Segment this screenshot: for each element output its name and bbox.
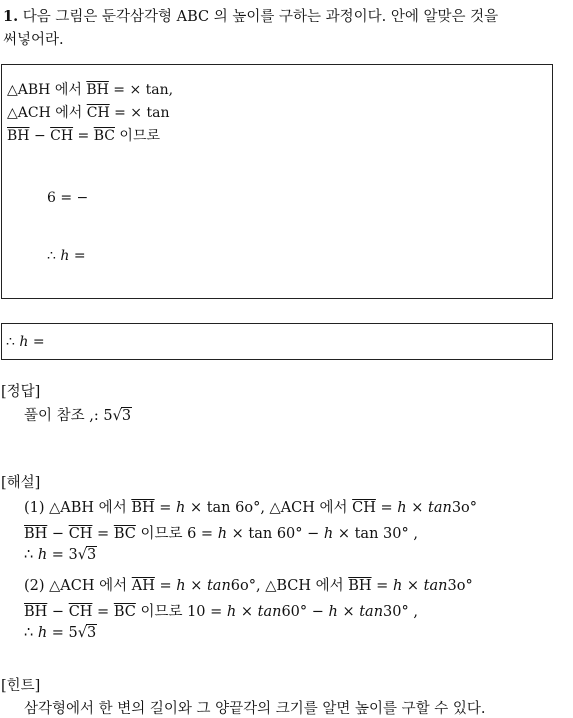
sqrt-symbol: √3 bbox=[77, 625, 97, 641]
segment-ch: $\overline{CH}$ bbox=[86, 105, 110, 121]
explanation-line-3: ∴ h = 3√3 bbox=[24, 547, 97, 563]
question-line-1 bbox=[3, 6, 498, 28]
box1-line-equation: 6 = − bbox=[47, 190, 89, 206]
hint-header: [힌트] bbox=[1, 678, 41, 694]
explanation-line-6: ∴ h = 5√3 bbox=[24, 625, 97, 641]
sqrt-symbol: √3 bbox=[77, 547, 97, 563]
answer-header: [정답] bbox=[1, 384, 41, 400]
answer-box bbox=[1, 323, 553, 360]
answer-text: 풀이 참조 ,: 5√3 bbox=[24, 408, 132, 424]
box1-line-ach: △ACH 에서 $\overline{CH}$ = × tan bbox=[7, 105, 170, 121]
explanation-header: [해설] bbox=[1, 475, 41, 491]
hint-text: 삼각형에서 한 변의 길이와 그 양끝각의 크기를 알면 높이를 구할 수 있다. bbox=[24, 701, 486, 717]
box1-line-result: ∴ h = bbox=[47, 248, 86, 264]
box1-line-relation: $\overline{BH} - \overline{CH} = \overline{BC}$ 이므로 bbox=[7, 128, 160, 144]
box1-line-abh: △ABH 에서 $\overline{BH}$ = × tan, bbox=[7, 82, 174, 98]
explanation-line-5: $\overline{BH} - \overline{CH} = \overline{BC}$ 이므로 10 = h × tan60° − h × tan30° , bbox=[24, 604, 418, 620]
explanation-line-1: (1) △ABH 에서 $\overline{BH} = h \times \tan 6o^\circ$, △ACH 에서 $\overline{CH} = h \times \tan 3o^\circ$ bbox=[24, 500, 478, 516]
sqrt-symbol: √3 bbox=[112, 408, 132, 424]
question-number: 1. bbox=[3, 8, 19, 25]
question-text: 다음 그림은 둔각삼각형 ABC 의 높이를 구하는 과정이다. 안에 알맞은 것을 bbox=[22, 9, 499, 25]
explanation-line-2: $\overline{BH} - \overline{CH} = \overline{BC}$ 이므로 6 = h × tan 60° − h × tan 30° , bbox=[24, 526, 418, 542]
segment-bh: $\overline{BH}$ bbox=[86, 82, 109, 98]
question-line-2: 써넣어라. bbox=[3, 32, 64, 48]
derivation-box bbox=[1, 64, 553, 299]
explanation-line-4: (2) △ACH 에서 $\overline{AH} = h \times \tan 6o^\circ$, △BCH 에서 $\overline{BH} = h \times \tan 3o^\circ$ bbox=[24, 578, 473, 594]
answer-box-line: ∴ h = bbox=[6, 334, 45, 350]
